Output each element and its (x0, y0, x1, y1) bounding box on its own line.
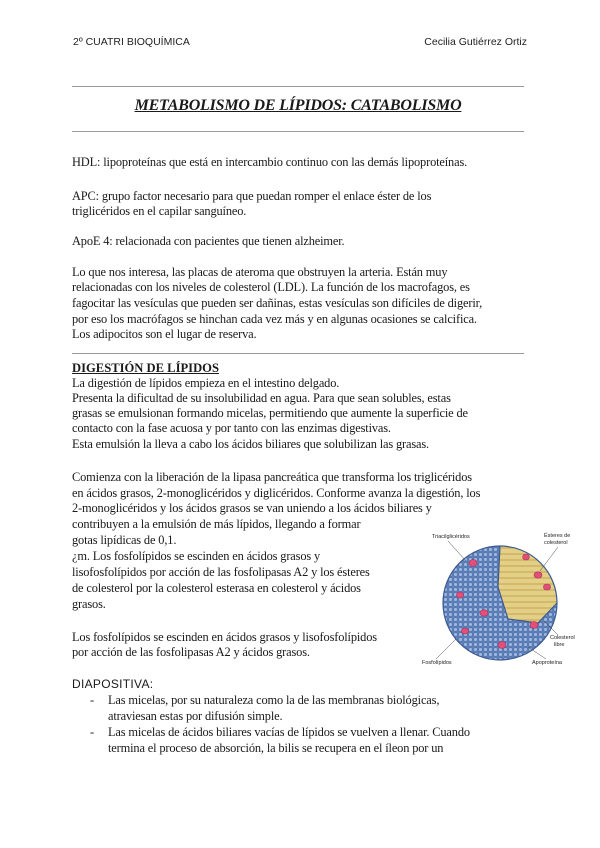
micelle-figure (418, 527, 583, 667)
paragraph-apc: APC: grupo factor necesario para que puedan romper el enlace éster de los (72, 189, 432, 203)
paragraph-ateroma: Lo que nos interesa, las placas de ateroma que obstruyen la arteria. Están muy (72, 265, 448, 279)
page-title: METABOLISMO DE LÍPIDOS: CATABOLISMO (134, 97, 462, 114)
paragraph-ateroma: por eso los macrófagos se hinchan cada vez más y en algunas ocasiones se calcifica. (72, 312, 477, 326)
paragraph-lipasa: Comienza con la liberación de la lipasa pancreática que transforma los triglicéridos (72, 470, 472, 484)
paragraph-intro: Presenta la dificultad de su insolubilidad en agua. Para que sean solubles, estas (72, 391, 451, 405)
list-item-text: atraviesan estas por difusión simple. (108, 709, 283, 723)
paragraph-apc: triglicéridos en el capilar sanguíneo. (72, 204, 247, 218)
divider (72, 86, 524, 87)
label-fosfolipidos: Fosfolípidos (422, 660, 452, 666)
paragraph-fosfolipidos: por acción de las fosfolipasas A2 y ácidos grasos. (72, 645, 310, 659)
paragraph-intro: La digestión de lípidos empieza en el intestino delgado. (72, 376, 340, 390)
paragraph-lipasa: grasos. (72, 597, 106, 611)
list-bullet: - (90, 693, 94, 707)
list-item-text: termina el proceso de absorción, la bilis se recupera en el íleon por un (108, 741, 444, 755)
paragraph-hdl: HDL: lipoproteínas que está en intercambio continuo con las demás lipoproteínas. (72, 155, 468, 169)
divider (72, 131, 524, 132)
header-subject: 2º CUATRI BIOQUÍMICA (73, 36, 190, 48)
list-item-text: Las micelas, por su naturaleza como la de las membranas biológicas, (108, 693, 440, 707)
paragraph-lipasa: 2-monoglicéridos y los ácidos grasos se van uniendo a los ácidos biliares y (72, 501, 432, 515)
paragraph-lipasa: contribuyen a la emulsión de más lípidos, llegando a formar (72, 517, 361, 531)
paragraph-intro: grasas se emulsionan formando micelas, permitiendo que aumente la superficie de (72, 406, 468, 420)
paragraph-intro: contacto con la fase acuosa y por tanto con las enzimas digestivas. (72, 421, 391, 435)
label-esteres-colesterol: Ésteres de (544, 533, 571, 539)
list-item-text: Las micelas de ácidos biliares vacías de lípidos se vuelven a llenar. Cuando (108, 725, 470, 739)
paragraph-intro: Esta emulsión la lleva a cabo los ácidos biliares que solubilizan las grasas. (72, 437, 429, 451)
paragraph-lipasa: en ácidos grasos, 2-monoglicéridos y diglicéridos. Conforme avanza la digestión, los (72, 486, 481, 500)
paragraph-lipasa: gotas lipídicas de 0,1. (72, 533, 177, 547)
label-triacilgliceridos: Triacilglicéridos (432, 534, 470, 540)
paragraph-ateroma: Los adipocitos son el lugar de reserva. (72, 327, 257, 341)
section-heading: DIGESTIÓN DE LÍPIDOS (72, 361, 219, 375)
diapositiva-heading: DIAPOSITIVA: (72, 677, 154, 691)
paragraph-ateroma: relacionadas con los niveles de colesterol (LDL). La función de los macrofagos, es (72, 280, 470, 294)
paragraph-apoe: ApoE 4: relacionada con pacientes que tienen alzheimer. (72, 234, 345, 248)
paragraph-fosfolipidos: Los fosfolípidos se escinden en ácidos grasos y lisofosfolípidos (72, 630, 377, 644)
label-colesterol-libre: libre (554, 642, 565, 648)
label-colesterol-libre: Colesterol (550, 635, 575, 641)
paragraph-lipasa: ¿m. Los fosfolípidos se escinden en ácidos grasos y (72, 549, 321, 563)
list-bullet: - (90, 725, 94, 739)
paragraph-lipasa: de colesterol por la colesterol esterasa en colesterol y ácidos (72, 581, 361, 595)
label-apoproteina: Apoproteína (532, 660, 562, 666)
divider (72, 353, 524, 354)
paragraph-lipasa: lisofosfolípidos por acción de las fosfolipasas A2 y los ésteres (72, 565, 370, 579)
paragraph-ateroma: fagocitar las vesículas que pueden ser dañinas, estas vesículas son difíciles de digerir, (72, 296, 483, 310)
label-esteres-colesterol: colesterol (544, 540, 568, 546)
header-author: Cecilia Gutiérrez Ortiz (424, 36, 527, 48)
